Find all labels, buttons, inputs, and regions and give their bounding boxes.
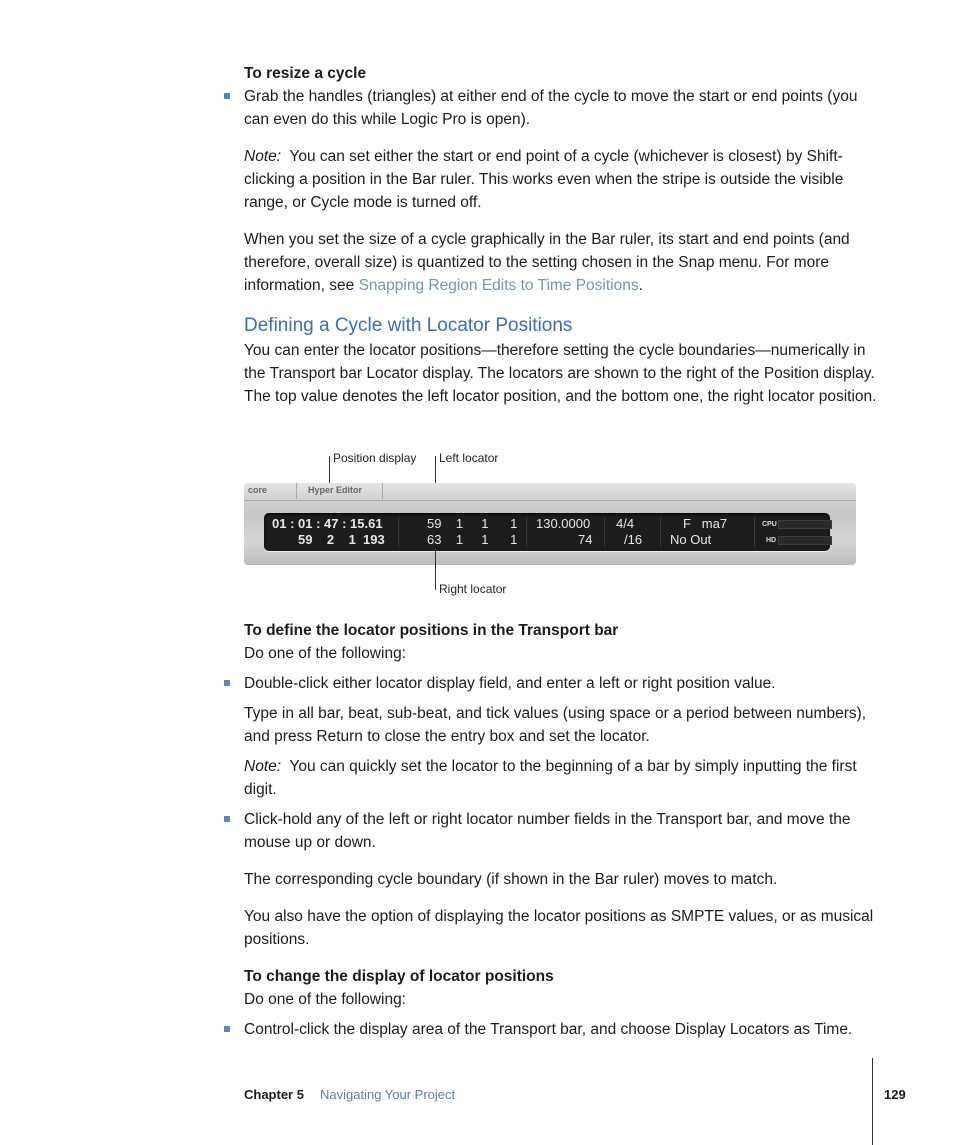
callout-label-position-display: Position display	[333, 451, 417, 465]
left-locator-field[interactable]: 59 1 1 1	[427, 516, 518, 531]
lcd-divider	[604, 517, 605, 547]
bullet-control-click: Control-click the display area of the Transport bar, and choose Display Locators as Time.	[244, 1021, 853, 1038]
lcd-divider	[526, 517, 527, 547]
cpu-meter	[778, 520, 832, 529]
tab-score[interactable]: core	[248, 485, 268, 495]
paragraph-text: When you set the size of a cycle graphically in the Bar ruler, its start and end points (and therefore, overall size) is quantized to the setting chosen in the Snap menu. For more information, see	[244, 231, 850, 294]
time-signature-display[interactable]: 4/4	[616, 516, 635, 531]
link-snapping-region-edits[interactable]: Snapping Region Edits to Time Positions	[358, 277, 639, 294]
bullet-marker	[224, 93, 230, 99]
transport-bar	[244, 483, 856, 565]
paragraph-locator-intro: You can enter the locator positions—therefore setting the cycle boundaries—numerically in the Transport bar Locator display. The locators are shown to the right of the Position display. The top value denotes the left locator position, and the bottom one, the right locator position.	[244, 342, 877, 405]
bullet-marker	[224, 816, 230, 822]
section-title-change-display: To change the display of locator positions	[244, 968, 554, 985]
transport-lcd-display[interactable]	[264, 513, 830, 551]
window-tab-strip	[244, 483, 856, 501]
callout-label-right-locator: Right locator	[439, 582, 507, 596]
instruction-intro: Do one of the following:	[244, 645, 406, 662]
paragraph-smpte-option: You also have the option of displaying the locator positions as SMPTE values, or as musical positions.	[244, 908, 874, 948]
footer-chapter-title: Navigating Your Project	[320, 1087, 456, 1102]
cpu-meter-label: CPU	[762, 521, 777, 528]
right-locator-field[interactable]: 63 1 1 1	[427, 532, 518, 547]
section-title-define-locators: To define the locator positions in the Transport bar	[244, 622, 619, 639]
division-display[interactable]: /16	[624, 532, 643, 547]
note-label: Note:	[244, 148, 282, 165]
note-text: You can quickly set the locator to the beginning of a bar by simply inputting the first digit.	[244, 758, 857, 798]
tempo-secondary-value[interactable]: 74	[578, 532, 593, 547]
lcd-divider	[754, 517, 755, 547]
tab-hyper-editor[interactable]: Hyper Editor	[308, 485, 363, 495]
paragraph-period: .	[638, 277, 643, 294]
callout-line-right-locator	[435, 548, 436, 590]
key-display[interactable]: F ma7	[683, 516, 728, 531]
tab-divider	[382, 483, 383, 499]
page-number: 129	[884, 1087, 906, 1102]
callout-label-left-locator: Left locator	[439, 451, 499, 465]
hd-meter	[778, 536, 832, 545]
midi-out-display[interactable]: No Out	[670, 532, 712, 547]
note-text: You can set either the start or end point of a cycle (whichever is closest) by Shift-clicking a position in the Bar ruler. This works even when the stripe is outside the visible range, or Cycle mode is turned off.	[244, 148, 844, 211]
tab-divider	[296, 483, 297, 499]
note-snap-shift-click	[244, 145, 884, 214]
position-display-smpte[interactable]: 01 : 01 : 47 : 15.61	[272, 516, 383, 531]
bullet-grab-handles: Grab the handles (triangles) at either end of the cycle to move the start or end points (you can even do this while Logic Pro is open).	[244, 88, 858, 128]
paragraph-quantize	[244, 228, 884, 297]
paragraph-cycle-boundary: The corresponding cycle boundary (if shown in the Bar ruler) moves to match.	[244, 871, 778, 888]
bullet-marker	[224, 680, 230, 686]
lcd-divider	[660, 517, 661, 547]
note-first-digit	[244, 755, 884, 801]
bullet-marker	[224, 1026, 230, 1032]
note-label: Note:	[244, 758, 282, 775]
footer-chapter-number: Chapter 5	[244, 1087, 304, 1102]
bullet-click-hold: Click-hold any of the left or right locator number fields in the Transport bar, and move the mouse up or down.	[244, 811, 851, 851]
hd-meter-label: HD	[766, 537, 777, 544]
bullet-double-click-locator: Double-click either locator display field, and enter a left or right position value.	[244, 675, 776, 692]
instruction-intro: Do one of the following:	[244, 991, 406, 1008]
position-display-bars[interactable]: 59 2 1 193	[298, 532, 385, 547]
lcd-divider	[398, 517, 399, 547]
footer-divider	[872, 1058, 873, 1145]
tempo-display[interactable]: 130.0000	[536, 516, 591, 531]
paragraph-type-values: Type in all bar, beat, sub-beat, and tick values (using space or a period between numbers), and press Return to close the entry box and set the locator.	[244, 705, 867, 745]
section-title-resize-cycle: To resize a cycle	[244, 65, 367, 82]
section-heading-defining-cycle: Defining a Cycle with Locator Positions	[244, 315, 573, 336]
